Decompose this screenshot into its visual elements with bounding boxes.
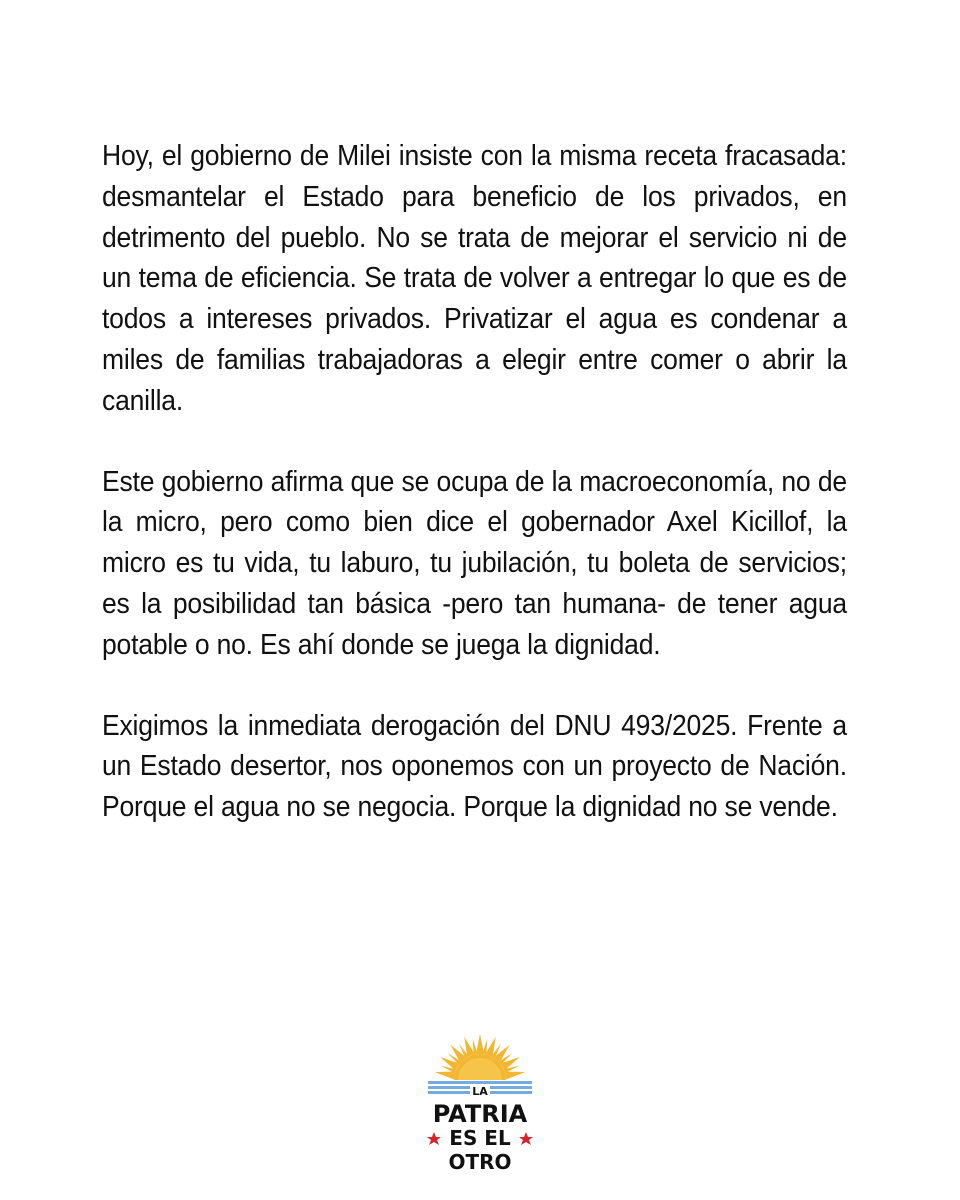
- paragraph-1: Hoy, el gobierno de Milei insiste con la misma receta fracasada: desmantelar el Estado para beneficio de los privados, en detrimento del pueblo. No se trata de mejorar el servicio ni de un tema de eficiencia. Se trata de volver a entregar lo que es de todos a intereses privados. Privatizar el agua es condenar a miles de familias trabajadoras a elegir entre comer o abrir la canilla.: [102, 140, 847, 417]
- red-star-icon-right: [519, 1132, 533, 1145]
- red-star-icon-left: [427, 1132, 441, 1145]
- logo-line-otro: OTRO: [448, 1150, 512, 1174]
- logo-line-patria: PATRIA: [432, 1100, 528, 1128]
- logo-line-es-el: ES EL: [449, 1126, 511, 1150]
- logo-line-la: LA: [472, 1085, 488, 1098]
- paragraph-3: Exigimos la inmediata derogación del DNU 493/2025. Frente a un Estado desertor, nos oponemos con un proyecto de Nación. Porque el agua no se negocia. Porque la dignidad no se vende.: [102, 709, 847, 824]
- paragraph-2: Este gobierno afirma que se ocupa de la macroeconomía, no de la micro, pero como bien dice el gobernador Axel Kicillof, la micro es tu vida, tu laburo, tu jubilación, tu boleta de servicios; es la posibilidad tan básica -pero tan humana- de tener agua potable o no. Es ahí donde se juega la dignidad.: [102, 465, 847, 661]
- la-patria-es-el-otro-logo: [420, 1032, 540, 1182]
- statement-body: [102, 136, 847, 868]
- logo-graphic: [420, 1032, 540, 1182]
